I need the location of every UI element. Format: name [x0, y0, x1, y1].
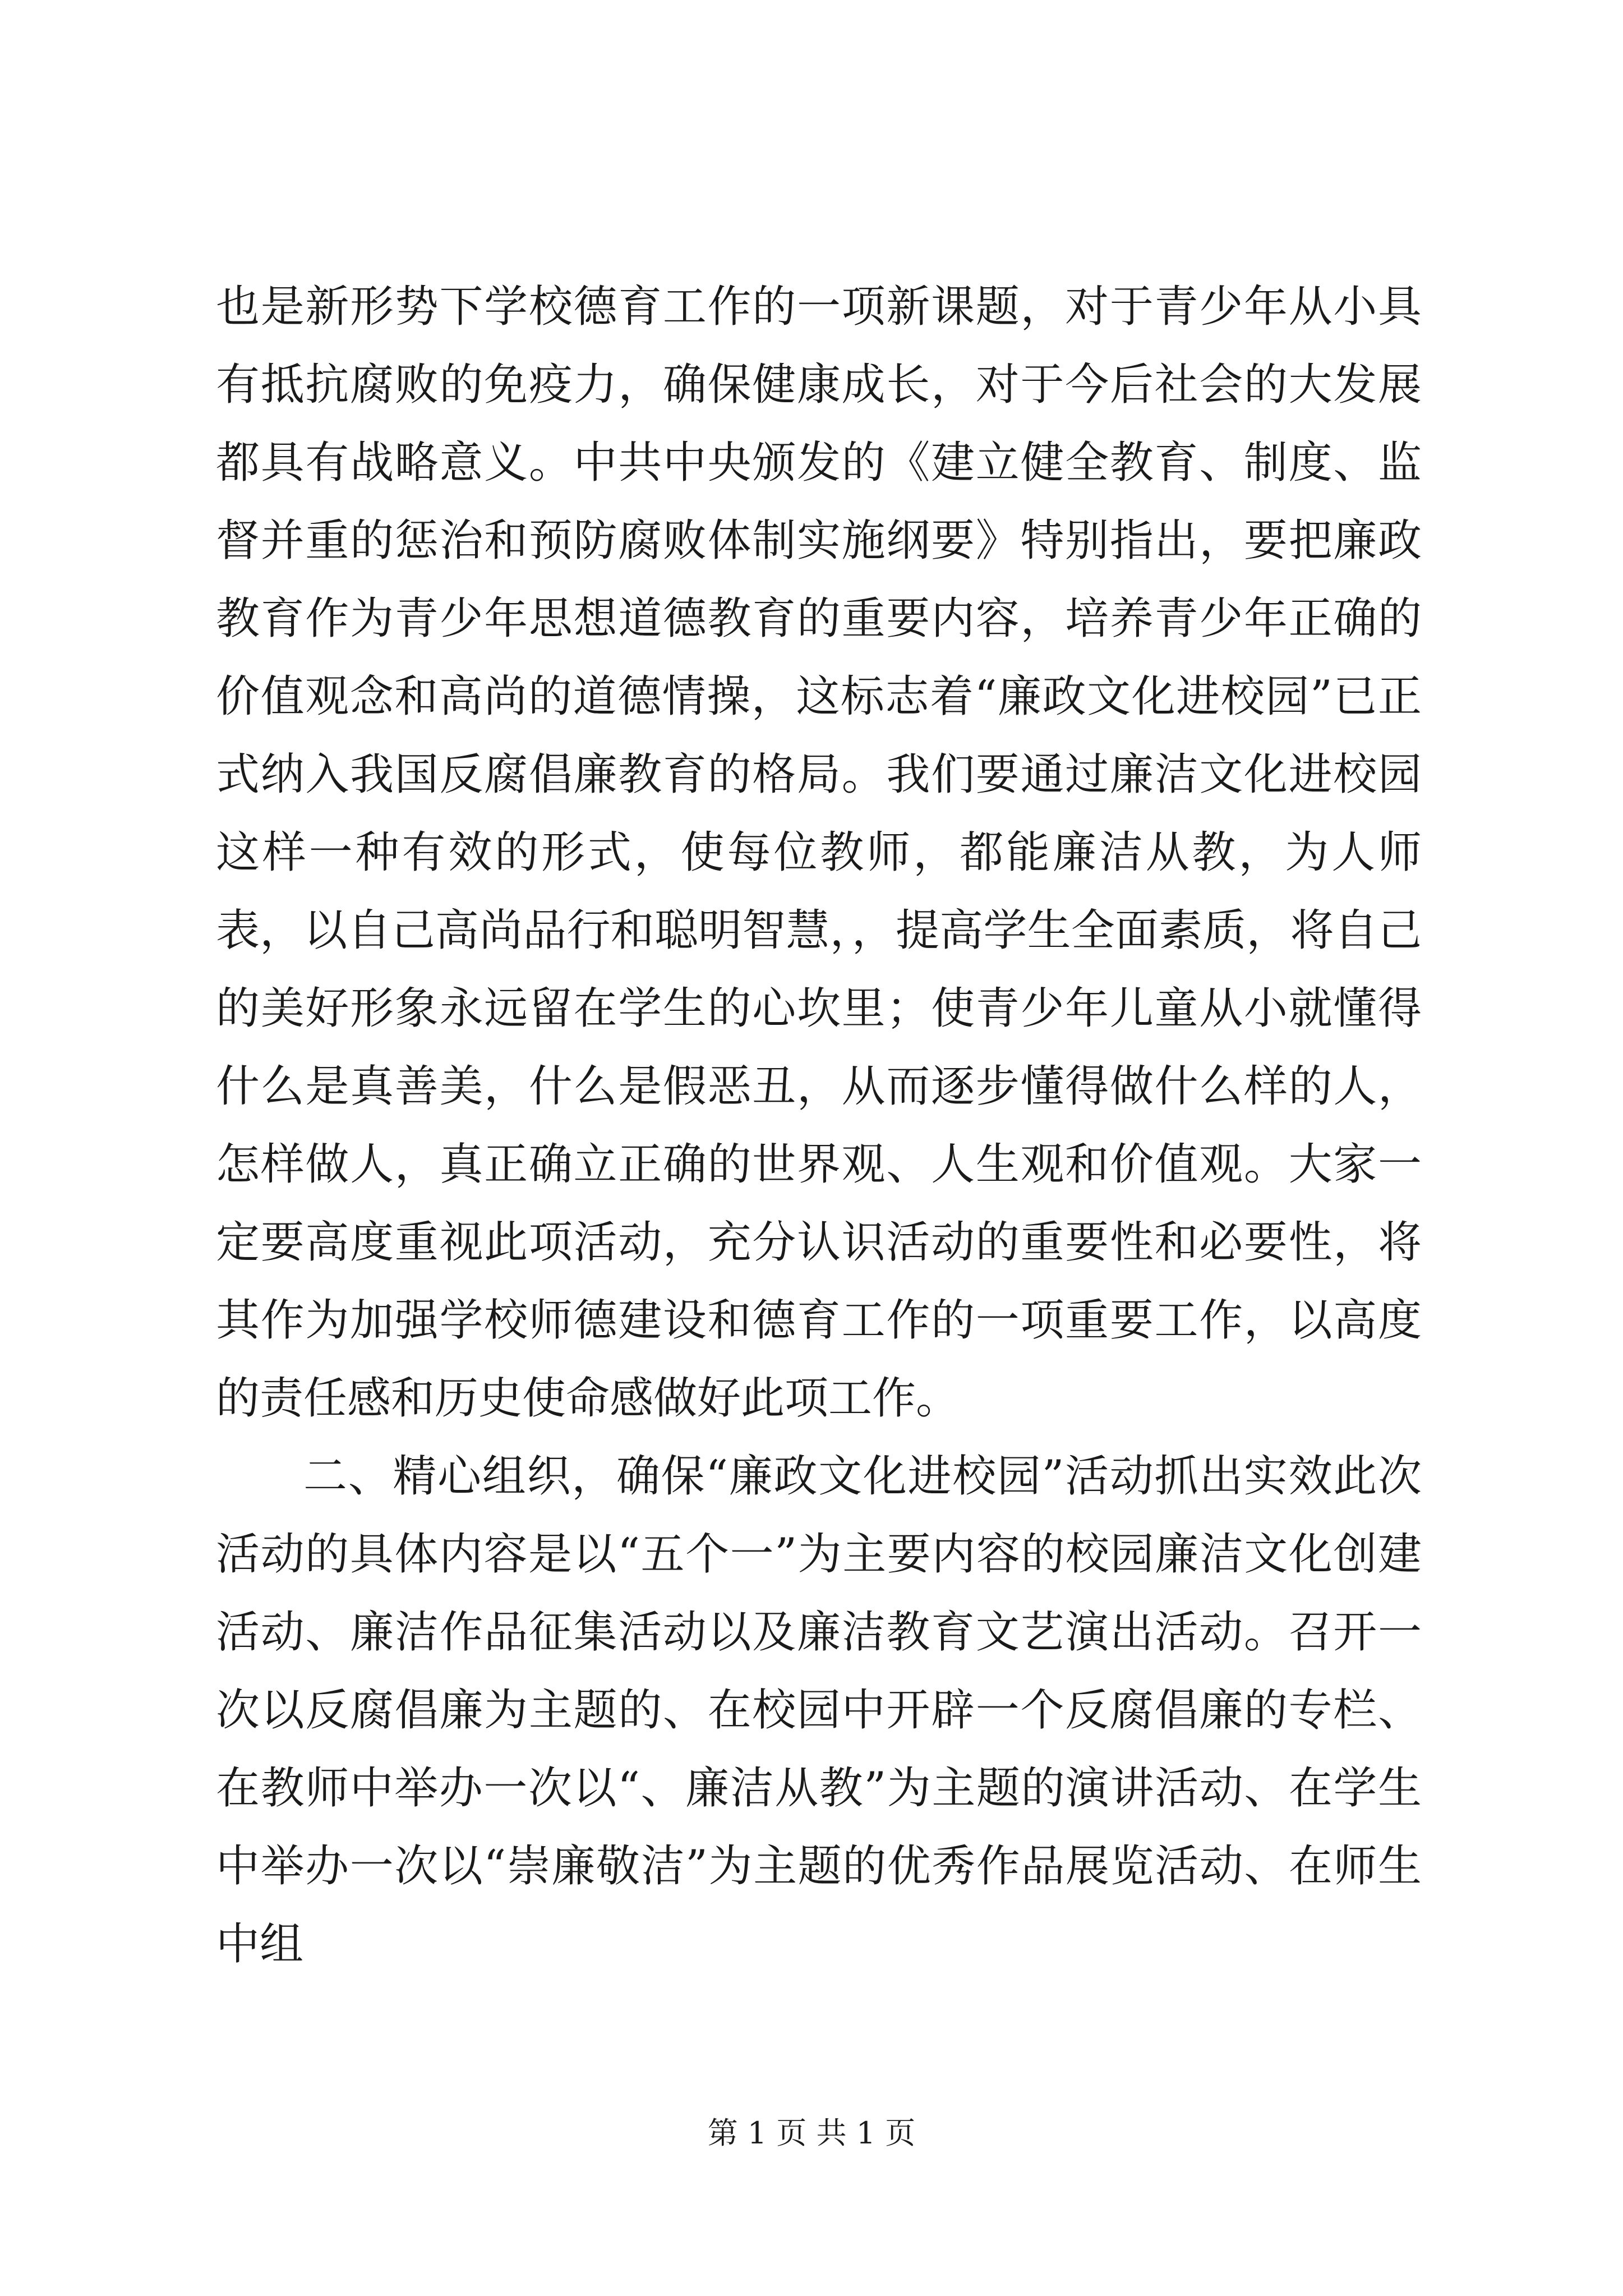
paragraph-2: 二、精心组织，确保“廉政文化进校园”活动抓出实效此次活动的具体内容是以“五个一”为主要内容的校园廉洁文化创建活动、廉洁作品征集活动以及廉洁教育文艺演出活动。召开一次以反腐倡廉为主题的、在校园中开辟一个反腐倡廉的专栏、在教师中举办一次以“、廉洁从教”为主题的演讲活动、在学生中举办一次以“崇廉敬洁”为主题的优秀作品展览活动、在师生中组	[216, 1451, 1422, 1970]
page-footer	[0, 2114, 1623, 2153]
paragraph-1: 也是新形势下学校德育工作的一项新课题，对于青少年从小具有抵抗腐败的免疫力，确保健康成长，对于今后社会的大发展都具有战略意义。中共中央颁发的《建立健全教育、制度、监督并重的惩治和预防腐败体制实施纲要》特别指出，要把廉政教育作为青少年思想道德教育的重要内容，培养青少年正确的价值观念和高尚的道德情操，这标志着“廉政文化进校园”已正式纳入我国反腐倡廉教育的格局。我们要通过廉洁文化进校园这样一种有效的形式，使每位教师，都能廉洁从教，为人师表，以自己高尚品行和聪明智慧，，提高学生全面素质，将自己的美好形象永远留在学生的心坎里；使青少年儿童从小就懂得什么是真善美，什么是假恶丑，从而逐步懂得做什么样的人，怎样做人，真正确立正确的世界观、人生观和价值观。大家一定要高度重视此项活动，充分认识活动的重要性和必要性，将其作为加强学校师德建设和德育工作的一项重要工作，以高度的责任感和历史使命感做好此项工作。	[216, 282, 1422, 1424]
page-number: 第 1 页 共 1 页	[707, 2115, 916, 2151]
document-body	[216, 268, 1422, 1984]
